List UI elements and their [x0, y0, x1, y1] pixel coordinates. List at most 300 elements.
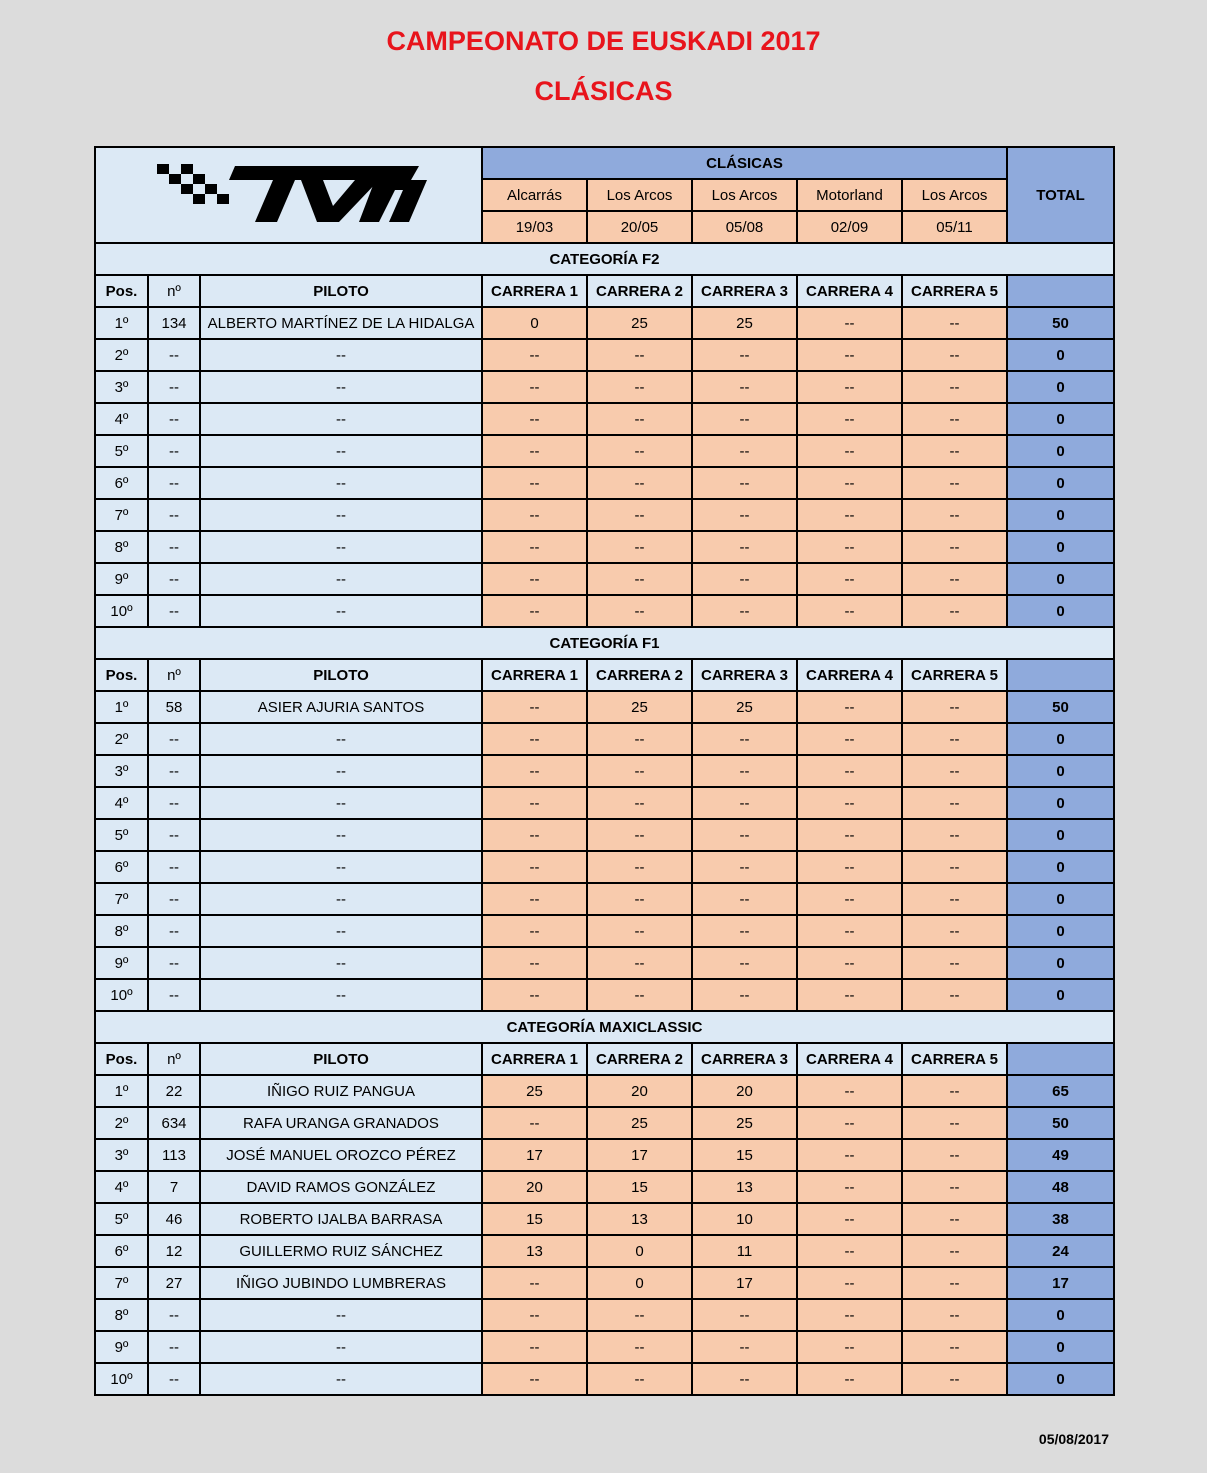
row-race-points: 0 — [587, 1267, 692, 1299]
row-number: -- — [148, 787, 200, 819]
row-race-points: -- — [902, 371, 1007, 403]
row-pilot: -- — [200, 339, 482, 371]
row-number: -- — [148, 531, 200, 563]
col-race-header: CARRERA 2 — [587, 659, 692, 691]
row-race-points: -- — [797, 339, 902, 371]
row-race-points: -- — [902, 691, 1007, 723]
col-num-header: nº — [148, 659, 200, 691]
row-number: -- — [148, 1331, 200, 1363]
row-race-points: -- — [902, 1139, 1007, 1171]
row-position: 10º — [95, 979, 148, 1011]
row-pilot: -- — [200, 915, 482, 947]
table-row — [95, 1139, 1114, 1171]
row-position: 1º — [95, 1075, 148, 1107]
row-race-points: -- — [692, 723, 797, 755]
race-date: 05/08 — [692, 211, 797, 243]
row-race-points: -- — [692, 1331, 797, 1363]
row-race-points: -- — [902, 1107, 1007, 1139]
col-pos-header: Pos. — [95, 275, 148, 307]
row-pilot: -- — [200, 787, 482, 819]
row-position: 6º — [95, 1235, 148, 1267]
row-race-points: -- — [692, 403, 797, 435]
table-row — [95, 819, 1114, 851]
row-race-points: -- — [692, 883, 797, 915]
row-pilot: ALBERTO MARTÍNEZ DE LA HIDALGA — [200, 307, 482, 339]
race-venue: Los Arcos — [587, 179, 692, 211]
row-race-points: -- — [692, 563, 797, 595]
row-race-points: -- — [797, 915, 902, 947]
col-race-header: CARRERA 2 — [587, 1043, 692, 1075]
row-race-points: -- — [797, 467, 902, 499]
row-number: -- — [148, 371, 200, 403]
row-race-points: -- — [797, 1107, 902, 1139]
table-row — [95, 691, 1114, 723]
row-total: 17 — [1007, 1267, 1114, 1299]
row-race-points: -- — [587, 947, 692, 979]
row-race-points: 13 — [587, 1203, 692, 1235]
row-position: 7º — [95, 883, 148, 915]
table-row — [95, 499, 1114, 531]
row-race-points: -- — [902, 787, 1007, 819]
row-pilot: -- — [200, 1363, 482, 1395]
category-header: CATEGORÍA MAXICLASSIC — [95, 1011, 1114, 1043]
row-number: -- — [148, 403, 200, 435]
row-position: 9º — [95, 947, 148, 979]
row-number: -- — [148, 563, 200, 595]
row-pilot: ROBERTO IJALBA BARRASA — [200, 1203, 482, 1235]
table-row — [95, 1363, 1114, 1395]
row-race-points: 15 — [482, 1203, 587, 1235]
table-row — [95, 1075, 1114, 1107]
row-race-points: 20 — [692, 1075, 797, 1107]
race-venue: Los Arcos — [692, 179, 797, 211]
row-race-points: -- — [902, 403, 1007, 435]
row-race-points: -- — [587, 467, 692, 499]
row-race-points: -- — [692, 755, 797, 787]
row-race-points: -- — [692, 979, 797, 1011]
row-number: 113 — [148, 1139, 200, 1171]
row-total: 0 — [1007, 563, 1114, 595]
row-number: -- — [148, 915, 200, 947]
row-race-points: -- — [797, 371, 902, 403]
row-race-points: -- — [482, 435, 587, 467]
row-race-points: 20 — [482, 1171, 587, 1203]
category-header: CATEGORÍA F2 — [95, 243, 1114, 275]
row-race-points: 13 — [482, 1235, 587, 1267]
col-race-header: CARRERA 2 — [587, 275, 692, 307]
row-position: 2º — [95, 339, 148, 371]
row-number: 634 — [148, 1107, 200, 1139]
row-race-points: -- — [587, 499, 692, 531]
row-race-points: 15 — [587, 1171, 692, 1203]
row-position: 5º — [95, 435, 148, 467]
race-date: 20/05 — [587, 211, 692, 243]
row-race-points: 25 — [587, 307, 692, 339]
row-race-points: -- — [902, 947, 1007, 979]
row-race-points: -- — [902, 883, 1007, 915]
table-row — [95, 1235, 1114, 1267]
col-race-header: CARRERA 5 — [902, 275, 1007, 307]
row-race-points: -- — [587, 339, 692, 371]
row-position: 3º — [95, 1139, 148, 1171]
row-pilot: -- — [200, 403, 482, 435]
table-row — [95, 723, 1114, 755]
table-row — [95, 403, 1114, 435]
row-pilot: -- — [200, 435, 482, 467]
row-race-points: -- — [902, 595, 1007, 627]
row-race-points: -- — [587, 435, 692, 467]
row-number: -- — [148, 435, 200, 467]
col-pos-header: Pos. — [95, 659, 148, 691]
row-race-points: -- — [902, 1203, 1007, 1235]
row-race-points: -- — [902, 563, 1007, 595]
page-title: CAMPEONATO DE EUSKADI 2017 — [386, 26, 821, 56]
row-race-points: -- — [587, 755, 692, 787]
row-position: 6º — [95, 851, 148, 883]
row-total: 50 — [1007, 307, 1114, 339]
row-total: 0 — [1007, 403, 1114, 435]
table-row — [95, 755, 1114, 787]
row-total: 0 — [1007, 787, 1114, 819]
page-subtitle: CLÁSICAS — [534, 76, 673, 106]
race-venue: Motorland — [797, 179, 902, 211]
row-race-points: 15 — [692, 1139, 797, 1171]
row-position: 8º — [95, 1299, 148, 1331]
row-race-points: -- — [797, 883, 902, 915]
col-total-header — [1007, 1043, 1114, 1075]
row-race-points: -- — [482, 563, 587, 595]
race-date: 05/11 — [902, 211, 1007, 243]
row-race-points: -- — [797, 499, 902, 531]
row-number: -- — [148, 819, 200, 851]
row-number: -- — [148, 947, 200, 979]
row-pilot: -- — [200, 1331, 482, 1363]
row-race-points: -- — [902, 339, 1007, 371]
row-pilot: -- — [200, 979, 482, 1011]
row-pilot: RAFA URANGA GRANADOS — [200, 1107, 482, 1139]
row-race-points: -- — [902, 851, 1007, 883]
row-race-points: -- — [482, 787, 587, 819]
row-position: 7º — [95, 1267, 148, 1299]
row-race-points: -- — [482, 851, 587, 883]
col-race-header: CARRERA 1 — [482, 659, 587, 691]
row-race-points: -- — [902, 1075, 1007, 1107]
row-position: 5º — [95, 1203, 148, 1235]
table-row — [95, 1203, 1114, 1235]
row-race-points: -- — [902, 755, 1007, 787]
row-total: 38 — [1007, 1203, 1114, 1235]
row-pilot: -- — [200, 563, 482, 595]
row-race-points: -- — [902, 1171, 1007, 1203]
row-race-points: 0 — [587, 1235, 692, 1267]
row-race-points: -- — [797, 979, 902, 1011]
row-race-points: -- — [692, 435, 797, 467]
row-race-points: -- — [797, 1171, 902, 1203]
row-pilot: -- — [200, 755, 482, 787]
standings-table — [94, 146, 1115, 1396]
race-venue: Los Arcos — [902, 179, 1007, 211]
row-pilot: -- — [200, 371, 482, 403]
col-pilot-header: PILOTO — [200, 275, 482, 307]
row-race-points: -- — [482, 467, 587, 499]
row-position: 5º — [95, 819, 148, 851]
row-number: 134 — [148, 307, 200, 339]
row-race-points: -- — [902, 435, 1007, 467]
row-race-points: -- — [482, 723, 587, 755]
row-race-points: -- — [692, 595, 797, 627]
row-number: 46 — [148, 1203, 200, 1235]
row-total: 0 — [1007, 723, 1114, 755]
col-race-header: CARRERA 4 — [797, 1043, 902, 1075]
table-row — [95, 435, 1114, 467]
row-position: 2º — [95, 1107, 148, 1139]
row-race-points: -- — [797, 787, 902, 819]
row-pilot: -- — [200, 883, 482, 915]
table-row — [95, 563, 1114, 595]
col-total-header — [1007, 275, 1114, 307]
row-race-points: -- — [587, 531, 692, 563]
row-race-points: -- — [482, 1363, 587, 1395]
row-position: 9º — [95, 563, 148, 595]
row-total: 0 — [1007, 371, 1114, 403]
row-number: 22 — [148, 1075, 200, 1107]
row-race-points: -- — [902, 1299, 1007, 1331]
row-race-points: -- — [797, 1203, 902, 1235]
row-pilot: ASIER AJURIA SANTOS — [200, 691, 482, 723]
row-race-points: -- — [692, 1363, 797, 1395]
fvm-logo — [95, 147, 482, 243]
table-row — [95, 371, 1114, 403]
col-pos-header: Pos. — [95, 1043, 148, 1075]
row-race-points: -- — [797, 563, 902, 595]
row-race-points: -- — [692, 851, 797, 883]
row-number: -- — [148, 851, 200, 883]
row-number: -- — [148, 1299, 200, 1331]
row-race-points: -- — [797, 307, 902, 339]
row-total: 0 — [1007, 339, 1114, 371]
row-number: 7 — [148, 1171, 200, 1203]
row-race-points: -- — [797, 1075, 902, 1107]
row-race-points: -- — [692, 915, 797, 947]
row-position: 4º — [95, 1171, 148, 1203]
row-number: 27 — [148, 1267, 200, 1299]
col-race-header: CARRERA 5 — [902, 659, 1007, 691]
row-race-points: 20 — [587, 1075, 692, 1107]
row-race-points: -- — [797, 1267, 902, 1299]
row-total: 0 — [1007, 435, 1114, 467]
row-total: 0 — [1007, 467, 1114, 499]
row-race-points: -- — [587, 563, 692, 595]
row-position: 8º — [95, 915, 148, 947]
row-race-points: -- — [797, 755, 902, 787]
row-race-points: -- — [587, 787, 692, 819]
col-race-header: CARRERA 3 — [692, 1043, 797, 1075]
row-pilot: -- — [200, 499, 482, 531]
row-total: 50 — [1007, 691, 1114, 723]
row-race-points: 25 — [692, 307, 797, 339]
row-race-points: -- — [482, 1299, 587, 1331]
row-race-points: -- — [797, 1299, 902, 1331]
row-race-points: -- — [902, 499, 1007, 531]
row-position: 1º — [95, 691, 148, 723]
row-total: 0 — [1007, 915, 1114, 947]
col-pilot-header: PILOTO — [200, 1043, 482, 1075]
row-race-points: -- — [797, 403, 902, 435]
row-number: -- — [148, 499, 200, 531]
row-pilot: -- — [200, 947, 482, 979]
table-row — [95, 979, 1114, 1011]
row-pilot: IÑIGO JUBINDO LUMBRERAS — [200, 1267, 482, 1299]
row-race-points: -- — [797, 947, 902, 979]
row-race-points: -- — [482, 1331, 587, 1363]
row-position: 10º — [95, 1363, 148, 1395]
row-race-points: -- — [902, 979, 1007, 1011]
row-pilot: GUILLERMO RUIZ SÁNCHEZ — [200, 1235, 482, 1267]
group-header: CLÁSICAS — [482, 147, 1007, 179]
row-race-points: -- — [797, 851, 902, 883]
row-race-points: -- — [482, 883, 587, 915]
col-num-header: nº — [148, 275, 200, 307]
col-race-header: CARRERA 1 — [482, 275, 587, 307]
row-race-points: 10 — [692, 1203, 797, 1235]
row-race-points: -- — [797, 819, 902, 851]
row-pilot: -- — [200, 531, 482, 563]
table-row — [95, 1331, 1114, 1363]
row-pilot: DAVID RAMOS GONZÁLEZ — [200, 1171, 482, 1203]
row-position: 10º — [95, 595, 148, 627]
row-race-points: -- — [587, 851, 692, 883]
row-number: 58 — [148, 691, 200, 723]
row-position: 4º — [95, 787, 148, 819]
row-race-points: -- — [692, 339, 797, 371]
row-number: -- — [148, 979, 200, 1011]
row-race-points: -- — [587, 883, 692, 915]
row-total: 24 — [1007, 1235, 1114, 1267]
row-total: 0 — [1007, 883, 1114, 915]
row-position: 1º — [95, 307, 148, 339]
row-race-points: -- — [902, 1331, 1007, 1363]
row-total: 0 — [1007, 1363, 1114, 1395]
row-position: 7º — [95, 499, 148, 531]
row-race-points: -- — [482, 915, 587, 947]
category-header: CATEGORÍA F1 — [95, 627, 1114, 659]
table-row — [95, 851, 1114, 883]
row-race-points: -- — [482, 499, 587, 531]
row-position: 2º — [95, 723, 148, 755]
row-race-points: -- — [482, 1107, 587, 1139]
row-pilot: -- — [200, 595, 482, 627]
row-race-points: -- — [692, 819, 797, 851]
row-position: 9º — [95, 1331, 148, 1363]
row-race-points: -- — [797, 1331, 902, 1363]
row-pilot: JOSÉ MANUEL OROZCO PÉREZ — [200, 1139, 482, 1171]
row-total: 0 — [1007, 851, 1114, 883]
row-race-points: -- — [797, 1139, 902, 1171]
row-race-points: 11 — [692, 1235, 797, 1267]
row-total: 0 — [1007, 979, 1114, 1011]
row-race-points: 25 — [692, 1107, 797, 1139]
row-race-points: -- — [692, 371, 797, 403]
row-number: -- — [148, 339, 200, 371]
row-position: 8º — [95, 531, 148, 563]
row-race-points: -- — [902, 1267, 1007, 1299]
row-race-points: -- — [482, 755, 587, 787]
row-pilot: -- — [200, 819, 482, 851]
race-venue: Alcarrás — [482, 179, 587, 211]
table-row — [95, 595, 1114, 627]
row-total: 50 — [1007, 1107, 1114, 1139]
row-race-points: -- — [902, 1235, 1007, 1267]
table-row — [95, 1107, 1114, 1139]
row-race-points: -- — [482, 947, 587, 979]
row-race-points: -- — [797, 595, 902, 627]
row-race-points: 25 — [692, 691, 797, 723]
row-race-points: 17 — [482, 1139, 587, 1171]
row-race-points: 25 — [587, 1107, 692, 1139]
row-race-points: 17 — [692, 1267, 797, 1299]
row-race-points: 0 — [482, 307, 587, 339]
row-position: 4º — [95, 403, 148, 435]
table-row — [95, 947, 1114, 979]
row-race-points: -- — [587, 1331, 692, 1363]
table-row — [95, 1171, 1114, 1203]
row-race-points: -- — [797, 1235, 902, 1267]
race-date: 02/09 — [797, 211, 902, 243]
table-row — [95, 339, 1114, 371]
row-number: -- — [148, 467, 200, 499]
row-race-points: -- — [902, 467, 1007, 499]
row-race-points: -- — [902, 819, 1007, 851]
row-race-points: -- — [692, 467, 797, 499]
row-race-points: -- — [902, 915, 1007, 947]
row-position: 3º — [95, 371, 148, 403]
row-race-points: -- — [587, 723, 692, 755]
row-total: 48 — [1007, 1171, 1114, 1203]
row-race-points: -- — [482, 1267, 587, 1299]
table-row — [95, 531, 1114, 563]
row-total: 65 — [1007, 1075, 1114, 1107]
row-race-points: -- — [797, 531, 902, 563]
row-race-points: -- — [587, 1363, 692, 1395]
row-position: 3º — [95, 755, 148, 787]
table-row — [95, 1267, 1114, 1299]
row-number: -- — [148, 723, 200, 755]
col-total-header — [1007, 659, 1114, 691]
row-race-points: -- — [482, 339, 587, 371]
col-race-header: CARRERA 5 — [902, 1043, 1007, 1075]
row-number: 12 — [148, 1235, 200, 1267]
row-race-points: 25 — [587, 691, 692, 723]
row-pilot: IÑIGO RUIZ PANGUA — [200, 1075, 482, 1107]
col-race-header: CARRERA 1 — [482, 1043, 587, 1075]
row-race-points: 13 — [692, 1171, 797, 1203]
row-total: 0 — [1007, 947, 1114, 979]
row-race-points: -- — [902, 307, 1007, 339]
row-pilot: -- — [200, 467, 482, 499]
row-total: 0 — [1007, 531, 1114, 563]
row-pilot: -- — [200, 1299, 482, 1331]
row-total: 49 — [1007, 1139, 1114, 1171]
table-row — [95, 307, 1114, 339]
table-row — [95, 787, 1114, 819]
fvm-logo-icon — [149, 158, 429, 228]
col-pilot-header: PILOTO — [200, 659, 482, 691]
row-race-points: -- — [587, 371, 692, 403]
row-race-points: -- — [692, 499, 797, 531]
table-row — [95, 915, 1114, 947]
row-race-points: -- — [797, 691, 902, 723]
row-race-points: -- — [692, 531, 797, 563]
